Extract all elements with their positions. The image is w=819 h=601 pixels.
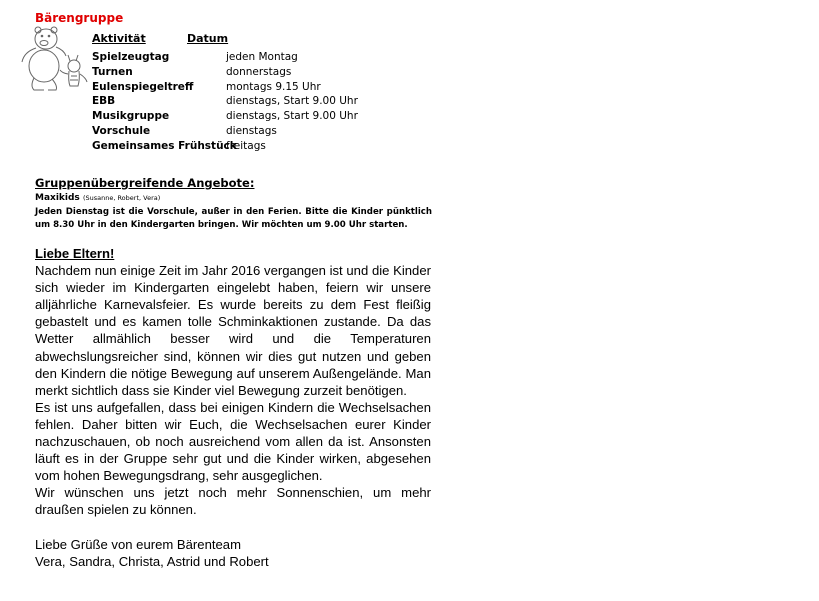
letter-paragraph: Es ist uns aufgefallen, dass bei einigen Kindern die Wechselsachen fehlen. Daher bitten wir Euch, die Wechselsachen eurer Kinder nachzuschauen, ob noch ausreichend vom allen da ist. Ansonsten läuft es in der Gruppe sehr gut und die Kinder wirken, abgesehen vom hohen Bewegungsdrang, sehr ausgeglichen.	[35, 399, 431, 484]
maxikids-line	[35, 193, 160, 203]
date-column-header: Datum	[187, 32, 229, 45]
activity-date: dienstags, Start 9.00 Uhr	[226, 110, 358, 123]
activity-name: Vorschule	[92, 124, 151, 137]
activity-name: Turnen	[92, 65, 133, 78]
activity-name: Eulenspiegeltreff	[92, 80, 194, 93]
activity-name: Spielzeugtag	[92, 51, 170, 63]
parent-letter	[35, 245, 431, 570]
activity-date: montags 9.15 Uhr	[226, 80, 321, 93]
activity-column-header: Aktivität	[92, 32, 146, 45]
maxikids-leaders: (Susanne, Robert, Vera)	[82, 194, 161, 202]
activity-date: jeden Montag	[226, 51, 298, 63]
activity-date: freitags	[226, 139, 266, 152]
letter-greeting: Liebe Eltern!	[35, 246, 115, 261]
activity-name: Musikgruppe	[92, 110, 170, 123]
activity-name: EBB	[92, 95, 116, 108]
maxikids-label: Maxikids	[35, 193, 80, 203]
letter-paragraph: Nachdem nun einige Zeit im Jahr 2016 vergangen ist und die Kinder sich wieder im Kindergarten eingelebt haben, feiern wir unsere alljährliche Karnevalsfeier. Es wurde bereits zu dem Fest fleißig gebastelt und es kamen tolle Schminkaktionen zustande. Da das Wetter allmählich besser wird und die Temperaturen abwechslungsreicher sind, können wir dies gut nutzen und geben den Kindern die nötige Bewegung auf unserem Außengelände. Man merkt sichtlich dass sie Kinder viel Bewegung zurzeit benötigen.	[35, 263, 431, 398]
activity-date: dienstags	[226, 124, 277, 137]
bear-mascot-illustration	[14, 26, 94, 92]
letter-closing: Liebe Grüße von eurem Bärenteam	[35, 536, 241, 552]
group-title: Bärengruppe	[35, 11, 124, 25]
activity-date: donnerstags	[226, 65, 292, 78]
cross-group-heading: Gruppenübergreifende Angebote:	[35, 176, 255, 190]
letter-paragraph: Wir wünschen uns jetzt noch mehr Sonnenschien, um mehr draußen spielen zu können.	[35, 485, 431, 518]
maxikids-description: Jeden Dienstag ist die Vorschule, außer in den Ferien. Bitte die Kinder pünktlich um 8.30 Uhr in den Kindergarten bringen. Wir möchten um 9.00 Uhr starten.	[35, 207, 432, 230]
activity-name: Gemeinsames Frühstück	[92, 139, 237, 152]
activity-date: dienstags, Start 9.00 Uhr	[226, 95, 358, 108]
letter-signatures: Vera, Sandra, Christa, Astrid und Robert	[35, 553, 269, 569]
